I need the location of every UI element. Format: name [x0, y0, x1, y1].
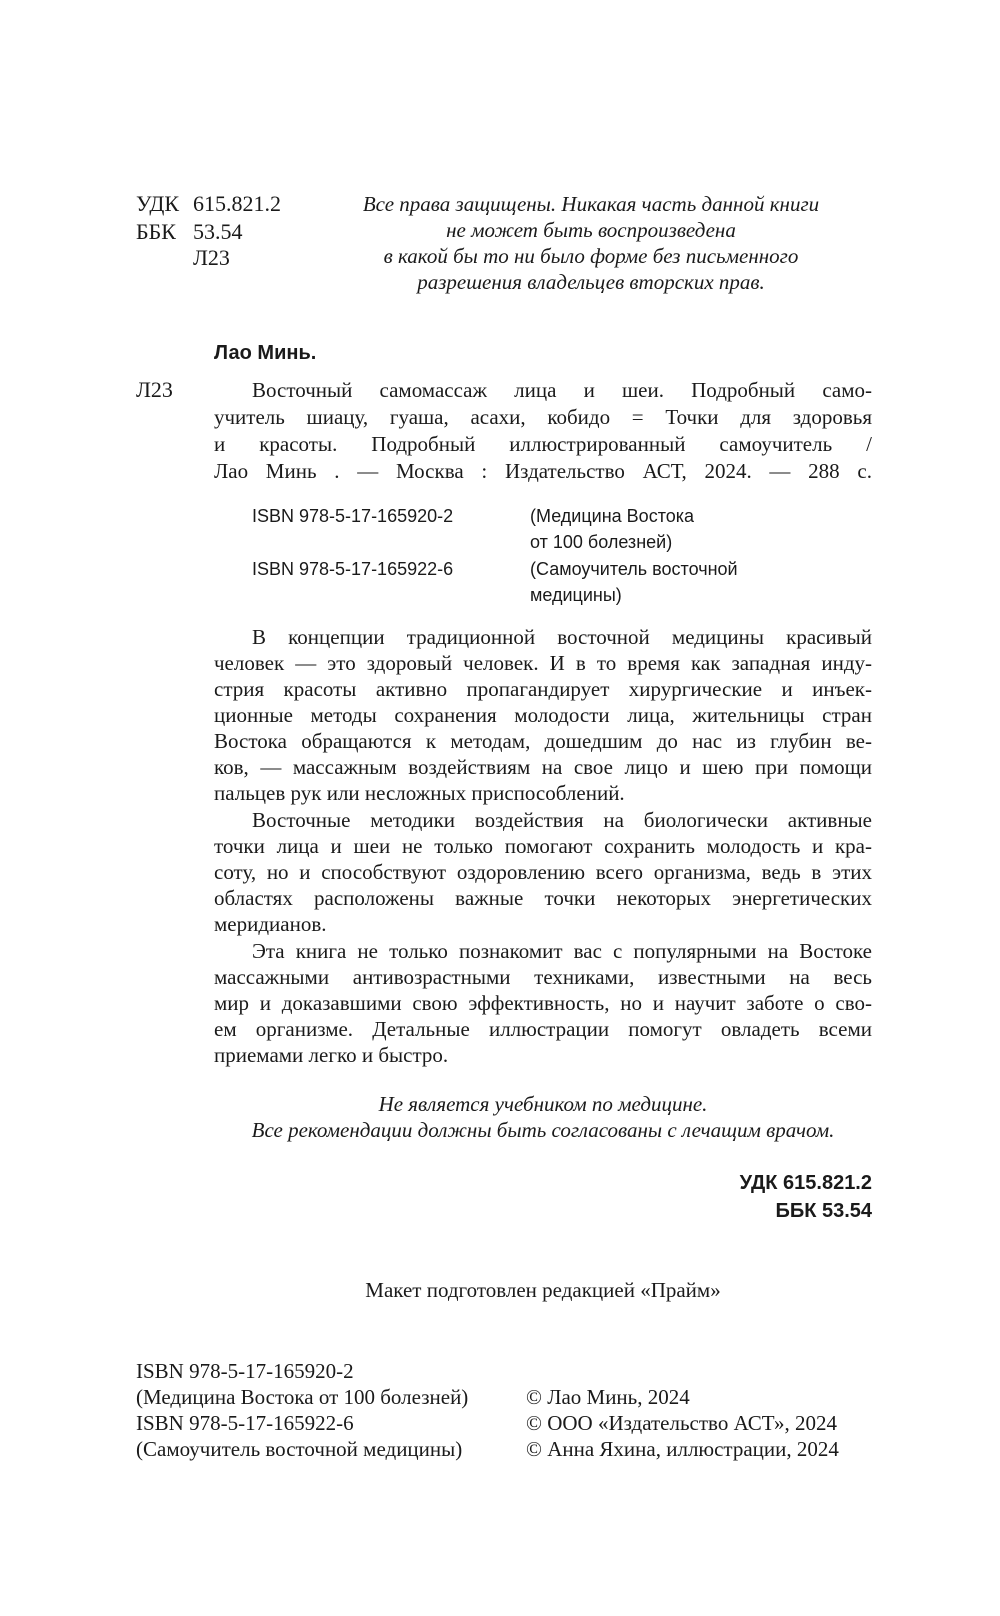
- disclaimer-line: Все рекомендации должны быть согласованы с лечащим врачом.: [251, 1118, 835, 1142]
- abstract-line: человек — это здоровый человек. И в то время как западная инду-: [214, 651, 872, 675]
- bib-line: учитель шиацу, гуаша, асахи, кобидо = Точки для здоровья: [214, 405, 872, 429]
- abstract-line: приемами легко и быстро.: [214, 1043, 449, 1067]
- abstract-line: пальцев рук или несложных приспособлений.: [214, 781, 625, 805]
- bib-line: и красоты. Подробный иллюстрированный самоучитель /: [214, 432, 872, 456]
- rights-line: не может быть воспроизведена: [446, 218, 736, 242]
- abstract-line: точки лица и шеи не только помогают сохранить молодость и кра-: [214, 834, 872, 858]
- abstract-line: Восточные методики воздействия на биологически активные: [252, 808, 872, 832]
- footer-left-line: ISBN 978-5-17-165920-2: [136, 1359, 354, 1383]
- abstract-line: соту, но и способствуют оздоровлению всего организма, ведь в этих: [214, 860, 872, 884]
- rights-line: в какой бы то ни было форме без письменного: [383, 244, 799, 268]
- isbn-number: ISBN 978-5-17-165920-2: [252, 506, 454, 526]
- bib-line: Восточный самомассаж лица и шеи. Подробный само-: [252, 378, 872, 402]
- isbn-series: медицины): [530, 585, 622, 605]
- copyright-line: © Лао Минь, 2024: [526, 1385, 690, 1409]
- bib-line: Лао Минь . — Москва : Издательство АСТ, 2024. — 288 с.: [214, 459, 872, 483]
- bottom-udk: УДК 615.821.2: [739, 1172, 872, 1194]
- disclaimer-line: Не является учебником по медицине.: [378, 1092, 708, 1116]
- udk-value: 615.821.2: [193, 191, 281, 216]
- abstract-line: ков, — массажным воздействиям на свое лицо и шею при помощи: [214, 755, 872, 779]
- layout-credit: Макет подготовлен редакцией «Прайм»: [365, 1278, 721, 1302]
- isbn-series: (Медицина Востока: [530, 506, 695, 526]
- abstract-line: ционные методы сохранения молодости лица, жительницы стран: [214, 703, 872, 727]
- author-mark: Л23: [193, 245, 230, 270]
- abstract-line: ем организме. Детальные иллюстрации помогут овладеть всеми: [214, 1017, 872, 1041]
- abstract-line: Востока обращаются к методам, дошедшим до нас из глубин ве-: [214, 729, 872, 753]
- bbk-value: 53.54: [193, 219, 243, 244]
- footer-left-line: (Самоучитель восточной медицины): [136, 1437, 463, 1461]
- bbk-label: ББК: [136, 219, 176, 244]
- rights-line: Все права защищены. Никакая часть данной книги: [362, 192, 820, 216]
- udk-label: УДК: [136, 191, 180, 216]
- bottom-bbk: ББК 53.54: [775, 1200, 872, 1222]
- abstract-line: мир и доказавшими свою эффективность, но и научит заботе о сво-: [214, 991, 872, 1015]
- isbn-series: (Самоучитель восточной: [530, 559, 738, 579]
- abstract-line: Эта книга не только познакомит вас с популярными на Востоке: [252, 939, 872, 963]
- abstract-line: областях расположены важные точки некоторых энергетических: [214, 886, 872, 910]
- abstract-line: В концепции традиционной восточной медицины красивый: [252, 625, 872, 649]
- abstract-line: массажными антивозрастными техниками, известными на весь: [214, 965, 872, 989]
- isbn-series: от 100 болезней): [530, 532, 673, 552]
- copyright-line: © ООО «Издательство АСТ», 2024: [526, 1411, 837, 1435]
- copyright-line: © Анна Яхина, иллюстрации, 2024: [526, 1437, 839, 1461]
- abstract-line: стрия красоты активно пропагандирует хирургические и инъек-: [214, 677, 872, 701]
- author-heading: Лао Минь.: [214, 342, 317, 364]
- isbn-number: ISBN 978-5-17-165922-6: [252, 559, 454, 579]
- footer-left-line: ISBN 978-5-17-165922-6: [136, 1411, 354, 1435]
- record-mark: Л23: [136, 377, 173, 402]
- abstract-line: меридианов.: [214, 912, 327, 936]
- rights-line: разрешения владельцев вторских прав.: [417, 270, 765, 294]
- footer-left-line: (Медицина Востока от 100 болезней): [136, 1385, 469, 1409]
